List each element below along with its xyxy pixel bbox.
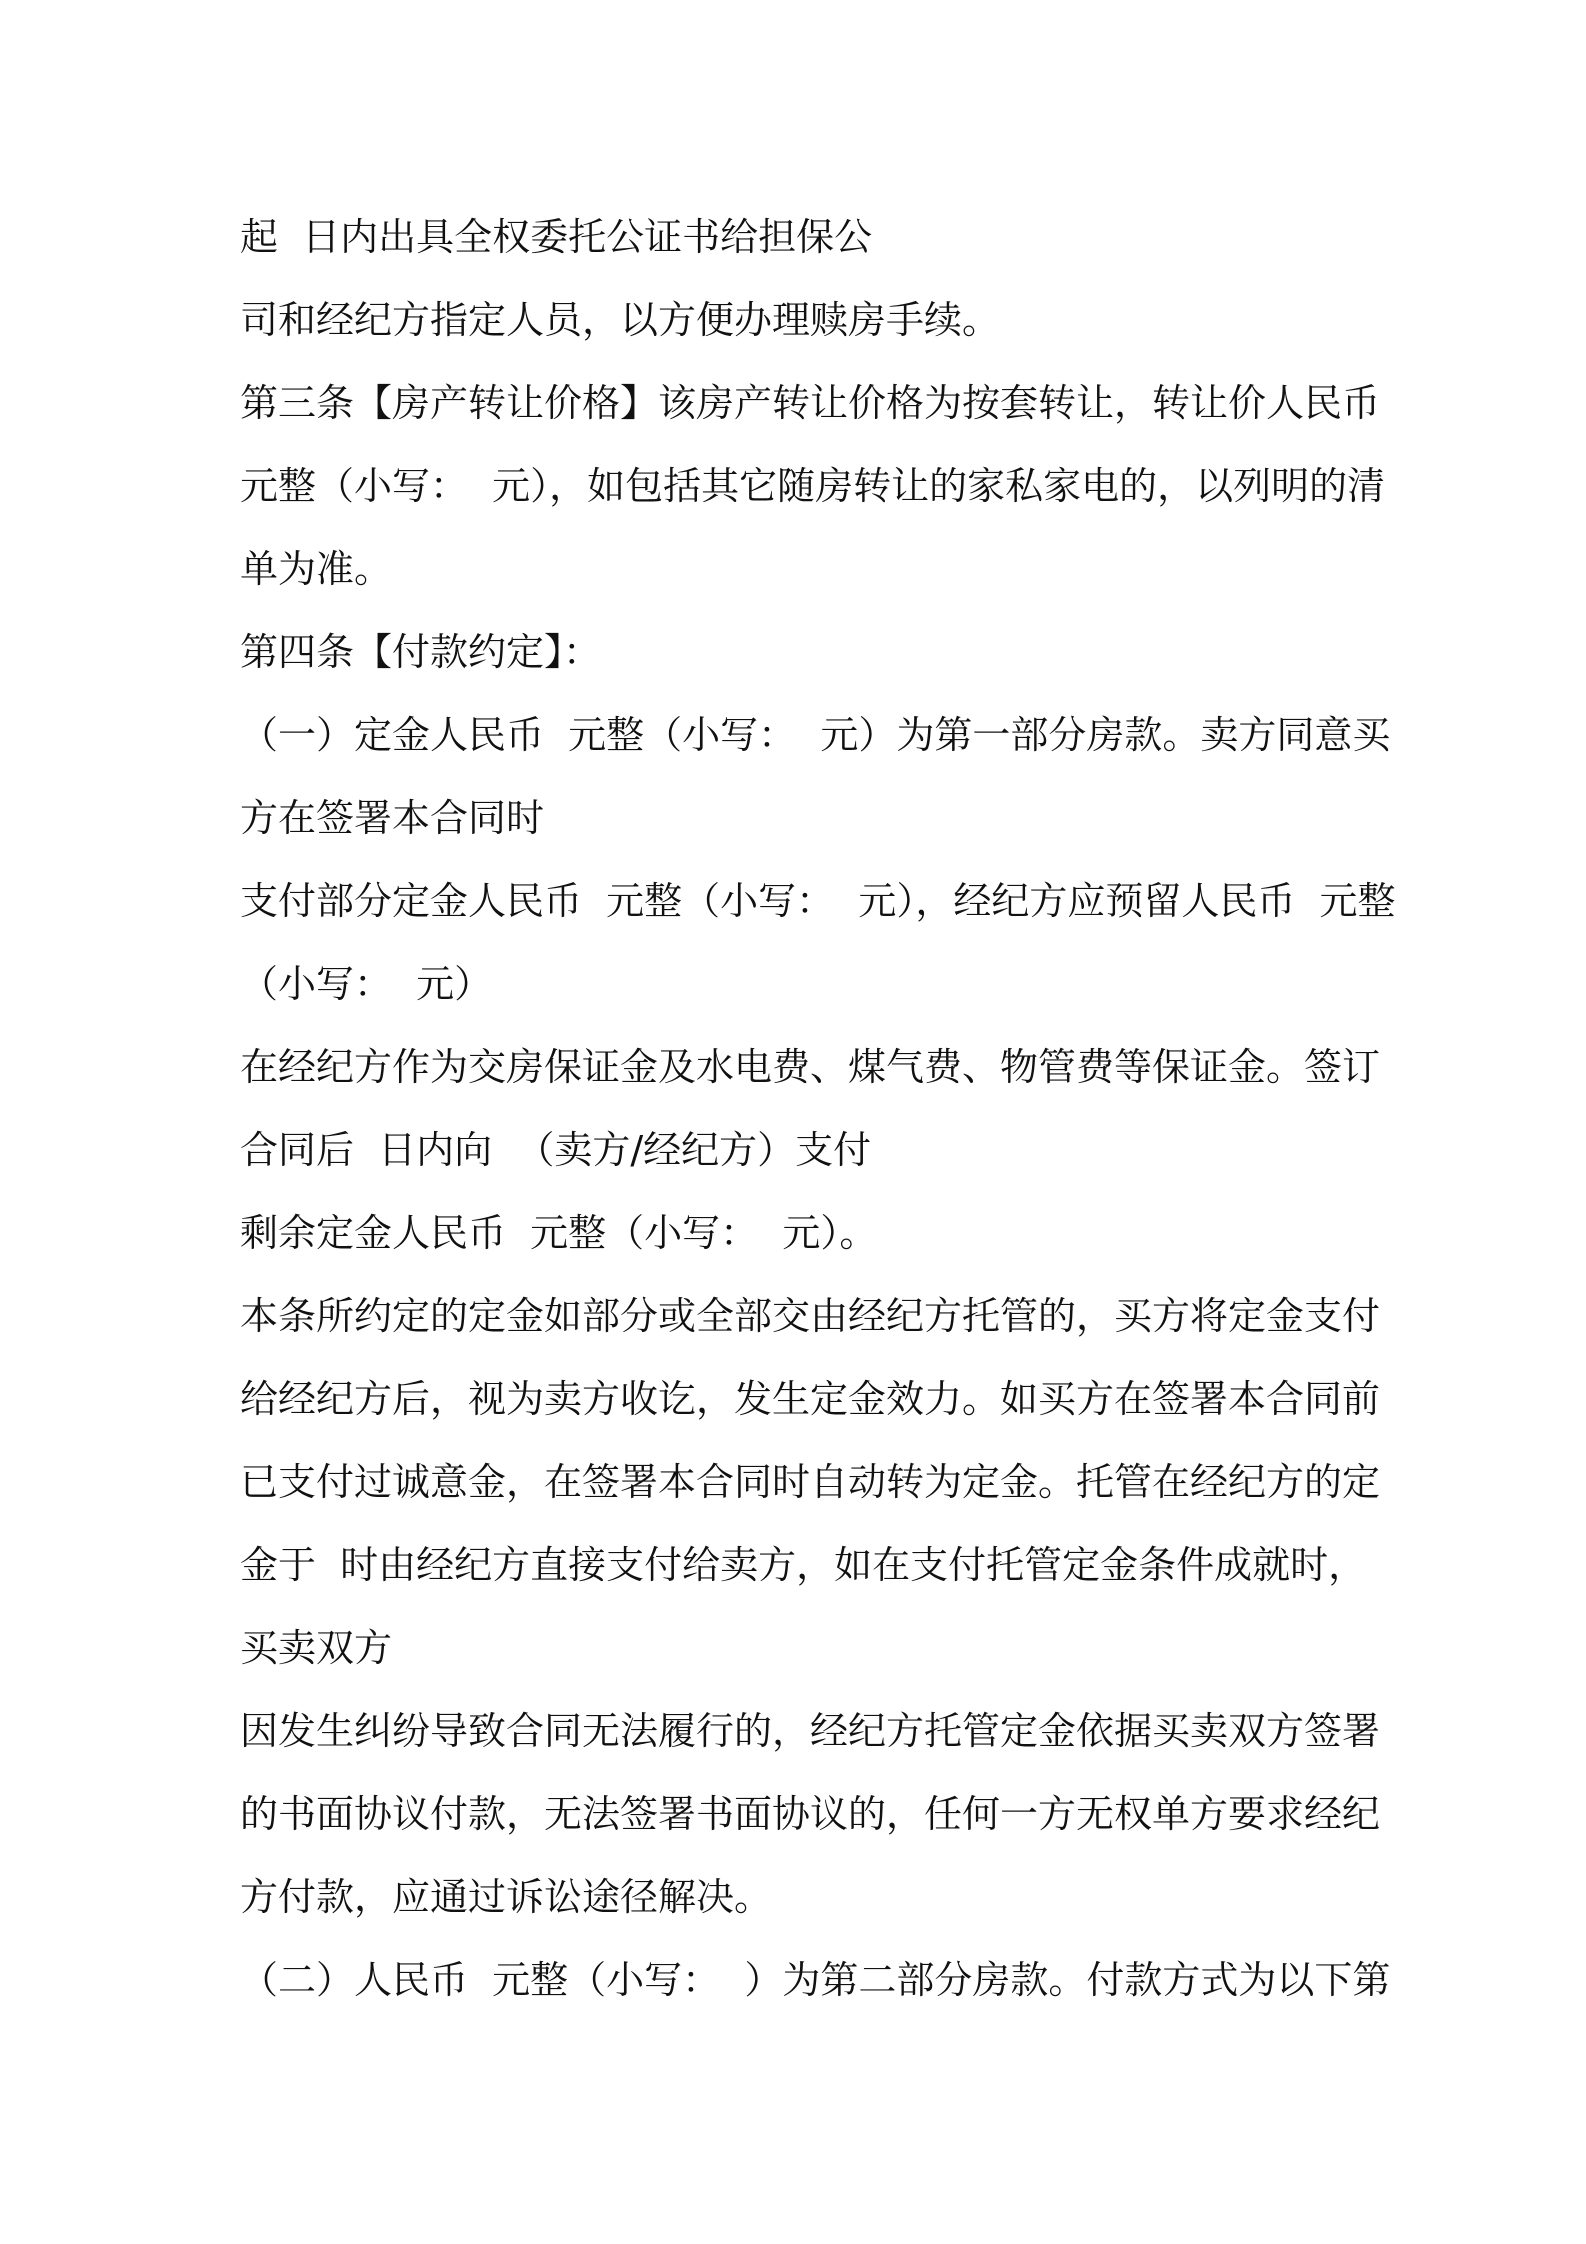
text-line: （小写： 元） xyxy=(240,962,493,1006)
text-line: 司和经纪方指定人员，以方便办理赎房手续。 xyxy=(240,298,1001,342)
text-line: 的书面协议付款，无法签署书面协议的，任何一方无权单方要求经纪 xyxy=(240,1792,1381,1836)
text-line: 剩余定金人民币 元整（小写： 元）。 xyxy=(240,1211,878,1255)
text-line: 起 日内出具全权委托公证书给担保公 xyxy=(240,215,873,259)
text-line: 本条所约定的定金如部分或全部交由经纪方托管的，买方将定金支付 xyxy=(240,1294,1381,1338)
text-line: 因发生纠纷导致合同无法履行的，经纪方托管定金依据买卖双方签署 xyxy=(240,1709,1381,1753)
text-line: 第四条【付款约定】： xyxy=(240,630,602,674)
text-line: 单为准。 xyxy=(240,547,393,591)
document-body xyxy=(240,196,1396,2022)
text-line: 金于 时由经纪方直接支付给卖方，如在支付托管定金条件成就时， xyxy=(240,1543,1367,1587)
text-line: 支付部分定金人民币 元整（小写： 元），经纪方应预留人民币 元整 xyxy=(240,879,1396,923)
text-line: 买卖双方 xyxy=(240,1626,393,1670)
text-line: 在经纪方作为交房保证金及水电费、煤气费、物管费等保证金。签订 xyxy=(240,1045,1381,1089)
text-line: （二）人民币 元整（小写： ）为第二部分房款。付款方式为以下第 xyxy=(240,1958,1391,2002)
text-line: 元整（小写： 元），如包括其它随房转让的家私家电的，以列明的清 xyxy=(240,464,1386,508)
text-line: 方在签署本合同时 xyxy=(240,796,545,840)
text-line: 已支付过诚意金，在签署本合同时自动转为定金。托管在经纪方的定 xyxy=(240,1460,1381,1504)
text-line: 第三条【房产转让价格】该房产转让价格为按套转让，转让价人民币 xyxy=(240,381,1381,425)
text-line: 方付款，应通过诉讼途径解决。 xyxy=(240,1875,773,1919)
text-line: （一）定金人民币 元整（小写： 元）为第一部分房款。卖方同意买 xyxy=(240,713,1391,757)
text-line: 合同后 日内向 （卖方/经纪方）支付 xyxy=(240,1128,872,1172)
text-line: 给经纪方后，视为卖方收讫，发生定金效力。如买方在签署本合同前 xyxy=(240,1377,1381,1421)
